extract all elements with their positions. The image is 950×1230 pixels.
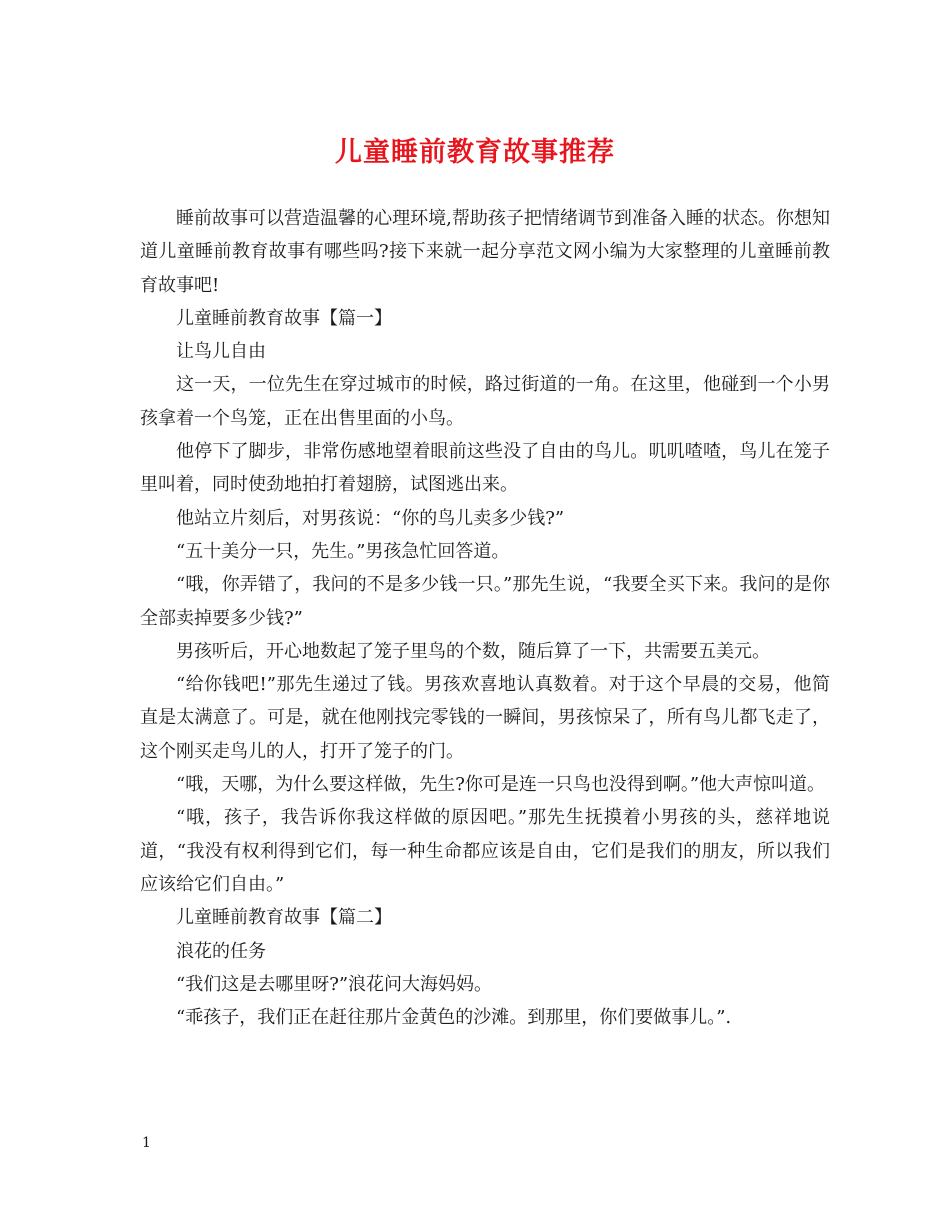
- paragraph: “哦，你弄错了，我问的不是多少钱一只。”那先生说，“我要全买下来。我问的是你全部卖掉要多少钱?”: [140, 574, 830, 629]
- paragraph: “我们这是去哪里呀?”浪花问大海妈妈。: [176, 973, 493, 995]
- paragraph: “哦，孩子，我告诉你我这样做的原因吧。”那先生抚摸着小男孩的头，慈祥地说道，“我没有权利得到它们，每一种生命都应该是自由，它们是我们的朋友，所以我们应该给它们自由。”: [140, 807, 830, 895]
- paragraph: 他停下了脚步，非常伤感地望着眼前这些没了自由的鸟儿。叽叽喳喳，鸟儿在笼子里叫着，同时使劲地拍打着翅膀，试图逃出来。: [140, 441, 830, 496]
- paragraph: 他站立片刻后，对男孩说：“你的鸟儿卖多少钱?”: [176, 507, 565, 529]
- paragraph: 这一天，一位先生在穿过城市的时候，路过街道的一角。在这里，他碰到一个小男孩拿着一个鸟笼，正在出售里面的小鸟。: [140, 374, 830, 429]
- paragraph: “哦，天哪，为什么要这样做，先生?你可是连一只鸟也没得到啊。”他大声惊叫道。: [176, 774, 826, 796]
- story-title-2: 浪花的任务: [176, 940, 266, 962]
- paragraph: “乖孩子，我们正在赶往那片金黄色的沙滩。到那里，你们要做事儿。”.: [176, 1007, 732, 1029]
- paragraph: “给你钱吧!”那先生递过了钱。男孩欢喜地认真数着。对于这个早晨的交易，他简直是太满意了。可是，就在他刚找完零钱的一瞬间，男孩惊呆了，所有鸟儿都飞走了，这个刚买走鸟儿的人，打开了笼子的门。: [140, 674, 830, 762]
- paragraph: 睡前故事可以营造温馨的心理环境,帮助孩子把情绪调节到准备入睡的状态。你想知道儿童睡前教育故事有哪些吗?接下来就一起分享范文网小编为大家整理的儿童睡前教育故事吧!: [140, 208, 830, 296]
- section-heading-2: 儿童睡前教育故事【篇二】: [176, 907, 392, 929]
- story-title-1: 让鸟儿自由: [176, 341, 266, 363]
- paragraph: “五十美分一只，先生。”男孩急忙回答道。: [176, 540, 510, 562]
- document-title: 儿童睡前教育故事推荐: [335, 137, 615, 168]
- document-body: [140, 202, 830, 1034]
- page-number: 1: [142, 1135, 151, 1151]
- section-heading-1: 儿童睡前教育故事【篇一】: [176, 307, 392, 329]
- paragraph: 男孩听后，开心地数起了笼子里鸟的个数，随后算了一下，共需要五美元。: [176, 640, 770, 662]
